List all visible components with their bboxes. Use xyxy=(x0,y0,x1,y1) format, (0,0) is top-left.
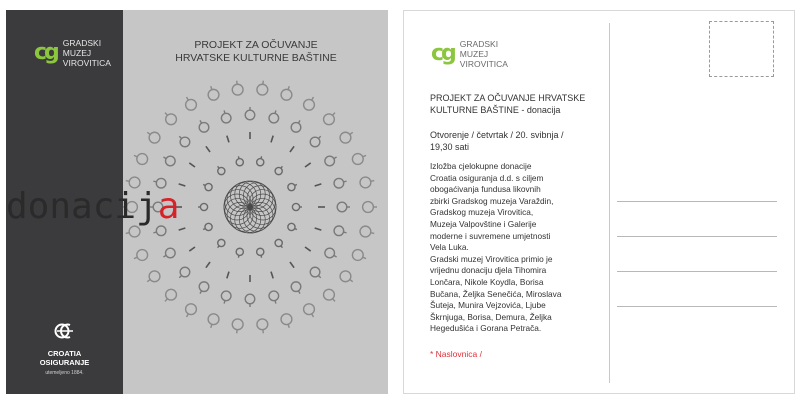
letter-glyph-stem xyxy=(134,155,137,156)
letter-glyph-ring xyxy=(137,250,148,261)
body-line: Vela Luka. xyxy=(430,242,469,253)
museum-logo-mark: cg xyxy=(431,41,454,66)
letter-glyph-stem xyxy=(165,299,167,302)
logo-line: VIROVITICA xyxy=(459,59,508,69)
letter-glyph-tick xyxy=(305,247,311,251)
letter-glyph-stem xyxy=(134,257,137,258)
letter-glyph-ring xyxy=(166,156,176,166)
logo-line: MUZEJ xyxy=(459,49,489,59)
letter-glyph-tick xyxy=(227,136,229,143)
letter-glyph-tick xyxy=(189,163,195,167)
museum-logo-text xyxy=(460,39,508,69)
letter-glyph-stem xyxy=(187,97,189,100)
body-line: moderne i suvremene umjetnosti xyxy=(430,230,551,241)
sponsor-emblem-icon xyxy=(54,322,76,340)
body-line: Hegedušića i Gorana Petrača. xyxy=(430,323,542,334)
letter-glyph-ring xyxy=(180,137,190,147)
letter-glyph-tick xyxy=(290,262,294,268)
address-line xyxy=(617,271,777,272)
letter-glyph-ring xyxy=(232,84,243,95)
letter-glyph-stem xyxy=(179,136,181,138)
letter-glyph-stem xyxy=(165,113,167,116)
letter-glyph-stem xyxy=(179,275,181,277)
letter-glyph-stem xyxy=(163,157,166,159)
address-line xyxy=(617,236,777,237)
address-line xyxy=(617,306,777,307)
letter-glyph-ring xyxy=(137,154,148,165)
sponsor-name: OSIGURANJE xyxy=(39,358,90,367)
letter-glyph-ring xyxy=(221,113,231,123)
stamp-box xyxy=(709,21,774,77)
logo-line: MUZEJ xyxy=(62,48,92,58)
letter-glyph-ring xyxy=(324,114,335,125)
body-line: Bučana, Željka Senečića, Miroslava xyxy=(430,288,562,299)
letter-glyph-ring xyxy=(325,156,335,166)
letter-glyph-tick xyxy=(271,136,273,143)
letter-glyph-tick xyxy=(206,262,210,268)
back-title xyxy=(430,92,610,116)
letter-glyph-stem xyxy=(218,246,219,248)
letter-glyph-tick xyxy=(227,272,229,279)
letter-glyph-stem xyxy=(333,299,335,302)
letter-glyph-ring xyxy=(218,239,225,246)
letter-glyph-stem xyxy=(224,301,225,304)
letter-glyph-stem xyxy=(261,156,262,158)
body-line: Gradskog muzeja Virovitica, xyxy=(430,207,534,218)
letter-glyph-stem xyxy=(288,86,289,89)
letter-glyph-ring xyxy=(186,304,197,315)
letter-glyph-stem xyxy=(312,97,314,100)
sponsor-name: CROATIA xyxy=(47,349,82,358)
letter-glyph-stem xyxy=(238,156,239,158)
letter-glyph-ring xyxy=(166,289,177,300)
letter-glyph-ring xyxy=(232,319,243,330)
letter-glyph-ring xyxy=(325,248,335,258)
letter-glyph-tick xyxy=(271,272,273,279)
letter-glyph-stem xyxy=(147,280,150,282)
letter-glyph-ring xyxy=(257,319,268,330)
letter-glyph-stem xyxy=(371,233,375,234)
letter-glyph-ring xyxy=(186,99,197,110)
letter-glyph-tick xyxy=(189,247,195,251)
museum-logo-text xyxy=(63,38,111,68)
body-line: Lončara, Nikole Koydla, Borisa xyxy=(430,276,544,287)
address-label: * Naslovnica / xyxy=(430,349,482,359)
letter-glyph-ring xyxy=(304,304,315,315)
letter-glyph-ring xyxy=(275,239,282,246)
letter-glyph-stem xyxy=(350,280,353,282)
sponsor-logo xyxy=(18,322,111,376)
letter-glyph-ring xyxy=(180,267,190,277)
body-line: Škrnjuga, Borisa, Demura, Željka xyxy=(430,311,552,322)
letter-glyph-ring xyxy=(291,282,301,292)
donacija-word xyxy=(6,182,388,232)
letter-glyph-ring xyxy=(221,291,231,301)
back-title-line: PROJEKT ZA OČUVANJE HRVATSKE xyxy=(430,93,586,103)
front-heading-line: HRVATSKE KULTURNE BAŠTINE xyxy=(175,52,337,64)
letter-glyph-stem xyxy=(350,132,353,134)
letter-glyph-ring xyxy=(352,250,363,261)
letter-glyph-ring xyxy=(281,89,292,100)
opening-line: 19,30 sati xyxy=(430,142,470,152)
letter-glyph-stem xyxy=(211,86,212,89)
exhibition-description xyxy=(430,161,610,335)
donacija-word-main: donacij xyxy=(6,186,158,227)
body-line: Šuteja, Munira Vejzovića, Ljube xyxy=(430,300,546,311)
opening-info xyxy=(430,129,610,153)
letter-glyph-tick xyxy=(206,146,210,152)
letter-glyph-stem xyxy=(318,136,320,138)
letter-glyph-stem xyxy=(153,232,156,233)
front-heading-line: PROJEKT ZA OČUVANJE xyxy=(194,39,318,51)
letter-glyph-ring xyxy=(257,84,268,95)
postcard-front xyxy=(6,10,388,394)
letter-glyph-stem xyxy=(363,155,366,156)
letter-glyph-ring xyxy=(199,123,209,133)
body-line: zbirki Gradskog muzeja Varaždin, xyxy=(430,195,554,206)
body-line: obogaćivanja fundusa likovnih xyxy=(430,184,541,195)
letter-glyph-ring xyxy=(257,248,264,255)
letter-glyph-ring xyxy=(199,282,209,292)
logo-line: GRADSKI xyxy=(62,38,102,48)
letter-glyph-ring xyxy=(236,159,243,166)
letter-glyph-ring xyxy=(208,89,219,100)
letter-glyph-ring xyxy=(340,132,351,143)
body-line: Muzeja Valpovštine i Galerije xyxy=(430,218,537,229)
letter-glyph-stem xyxy=(224,110,225,113)
museum-logo xyxy=(34,38,111,68)
back-title-line: KULTURNE BAŠTINE - donacija xyxy=(430,105,561,115)
postcard-back xyxy=(403,10,795,394)
museum-logo xyxy=(431,39,508,69)
letter-glyph-stem xyxy=(318,275,320,277)
letter-glyph-tick xyxy=(290,146,294,152)
letter-glyph-stem xyxy=(298,120,300,123)
logo-line: GRADSKI xyxy=(459,39,499,49)
museum-logo-mark: cg xyxy=(34,40,57,65)
letter-glyph-ring xyxy=(257,159,264,166)
letter-glyph-stem xyxy=(275,110,276,113)
letter-glyph-ring xyxy=(310,267,320,277)
letter-glyph-ring xyxy=(149,132,160,143)
letter-glyph-stem xyxy=(163,255,166,257)
letter-glyph-tick xyxy=(305,163,311,167)
letter-glyph-stem xyxy=(363,257,366,258)
letter-glyph-stem xyxy=(147,132,150,134)
letter-glyph-stem xyxy=(334,157,337,159)
sponsor-established: utemeljeno 1884. xyxy=(45,370,84,376)
letter-glyph-ring xyxy=(208,314,219,325)
letter-glyph-stem xyxy=(238,255,239,257)
letter-glyph-stem xyxy=(333,113,335,116)
letter-glyph-ring xyxy=(245,110,255,120)
letter-glyph-ring xyxy=(269,113,279,123)
body-line: Gradski muzej Virovitica primio je xyxy=(430,253,553,264)
letter-glyph-ring xyxy=(236,248,243,255)
letter-glyph-stem xyxy=(281,246,282,248)
letter-glyph-ring xyxy=(218,167,225,174)
letter-glyph-ring xyxy=(291,123,301,133)
letter-glyph-stem xyxy=(312,314,314,317)
letter-glyph-stem xyxy=(281,166,282,168)
letter-glyph-stem xyxy=(126,233,130,234)
body-line: Croatia osiguranja d.d. s ciljem xyxy=(430,172,544,183)
letter-glyph-ring xyxy=(275,167,282,174)
letter-glyph-ring xyxy=(149,271,160,282)
letter-glyph-stem xyxy=(344,232,347,233)
body-line: Izložba cjelokupne donacije xyxy=(430,161,532,171)
letter-glyph-ring xyxy=(324,289,335,300)
letter-glyph-stem xyxy=(200,291,202,294)
body-line: vrijednu donaciju djela Tihomira xyxy=(430,265,547,276)
letter-glyph-ring xyxy=(340,271,351,282)
letter-glyph-ring xyxy=(310,137,320,147)
logo-line: VIROVITICA xyxy=(62,58,111,68)
letter-glyph-stem xyxy=(211,324,212,327)
letter-glyph-stem xyxy=(218,166,219,168)
letter-glyph-ring xyxy=(245,294,255,304)
letter-glyph-ring xyxy=(281,314,292,325)
letter-glyph-stem xyxy=(275,301,276,304)
letter-glyph-stem xyxy=(288,324,289,327)
letter-glyph-stem xyxy=(261,255,262,257)
letter-glyph-ring xyxy=(304,99,315,110)
letter-glyph-ring xyxy=(352,154,363,165)
letter-glyph-ring xyxy=(166,114,177,125)
opening-line: Otvorenje / četvrtak / 20. svibnja / xyxy=(430,130,564,140)
letter-glyph-stem xyxy=(187,314,189,317)
letter-glyph-ring xyxy=(166,248,176,258)
postcard-divider xyxy=(609,23,610,383)
letter-glyph-stem xyxy=(298,291,300,294)
address-line xyxy=(617,201,777,202)
donacija-word-accent: a xyxy=(157,186,180,227)
letter-glyph-stem xyxy=(200,120,202,123)
letter-glyph-stem xyxy=(334,255,337,257)
letter-glyph-ring xyxy=(269,291,279,301)
